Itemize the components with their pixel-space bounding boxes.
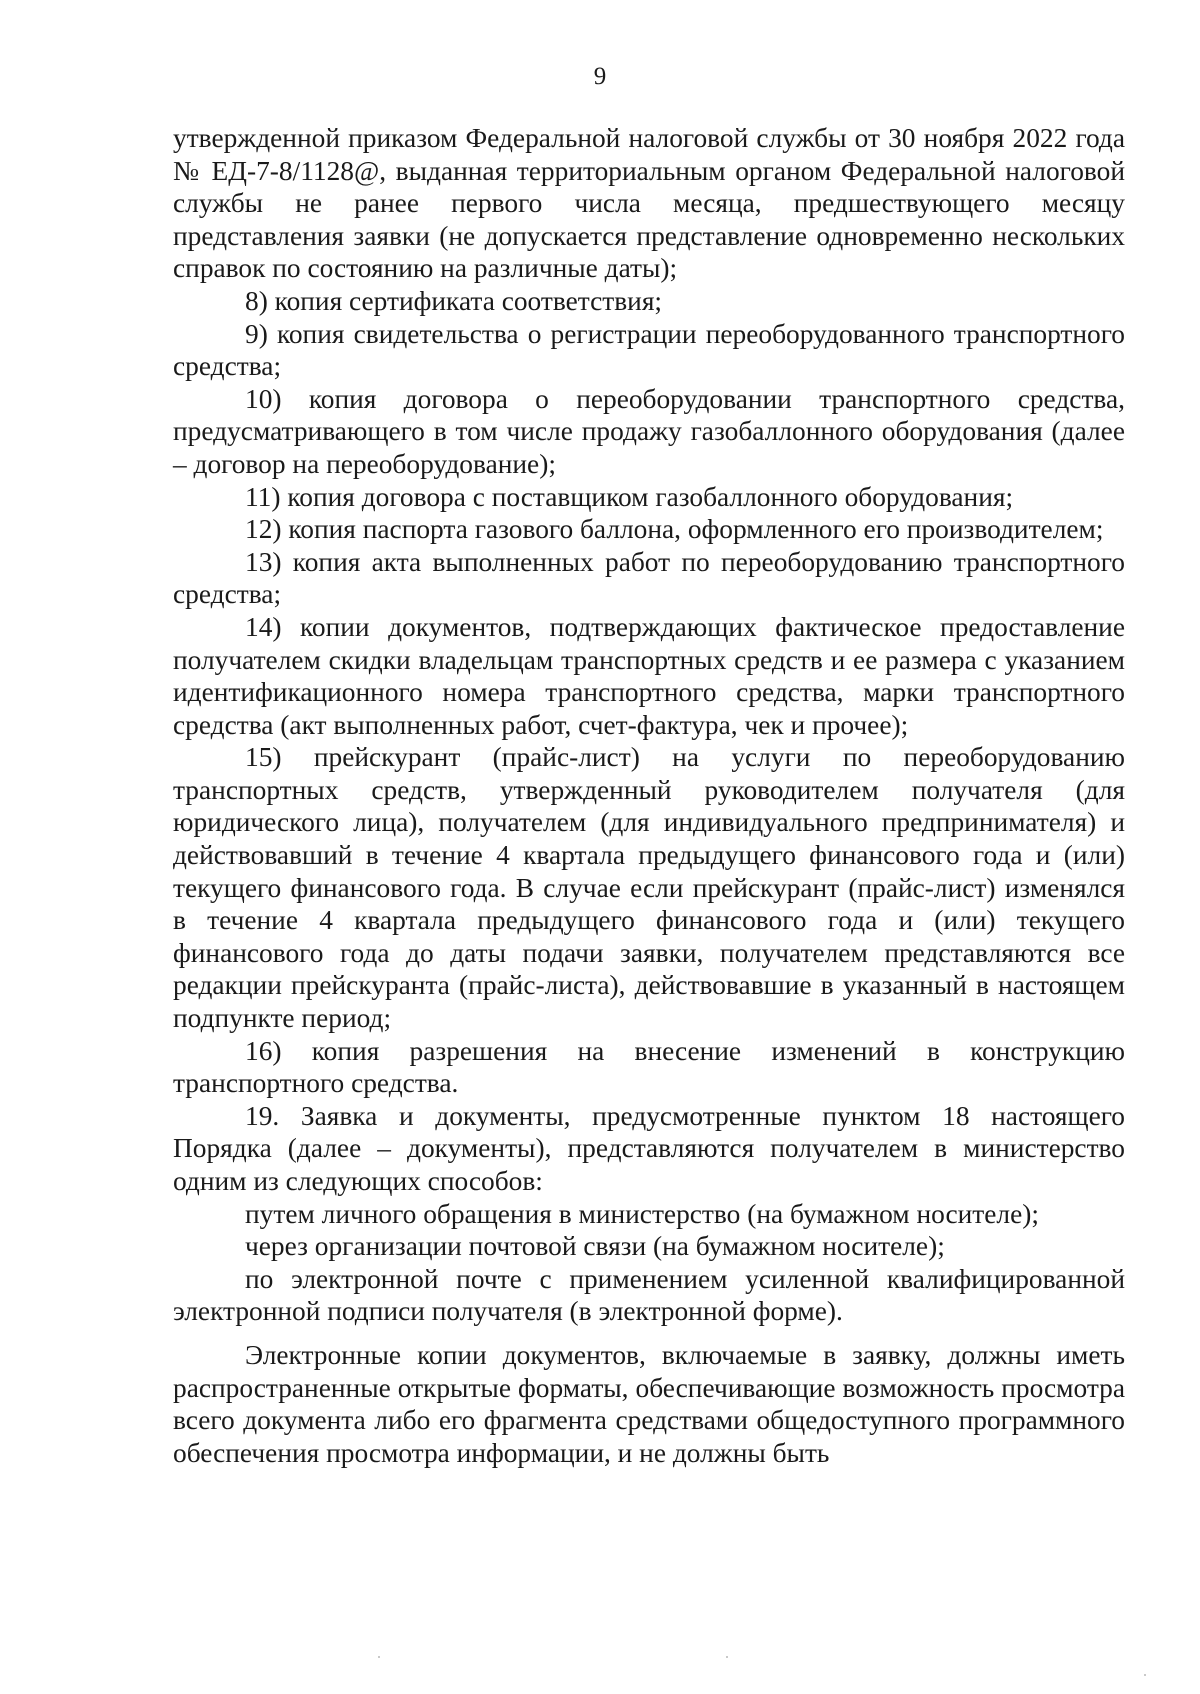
- list-item-10: 10) копия договора о переоборудовании транспортного средства, предусматривающего в том числе продажу газобаллонного оборудования (далее – договор на переоборудование);: [173, 383, 1125, 479]
- list-item-11: 11) копия договора с поставщиком газобаллонного оборудования;: [245, 481, 1014, 512]
- document-body: [173, 122, 1125, 1469]
- list-item-9: 9) копия свидетельства о регистрации переоборудованного транспортного средства;: [173, 318, 1125, 382]
- method-in-person: путем личного обращения в министерство (на бумажном носителе);: [245, 1198, 1039, 1229]
- list-item-12: 12) копия паспорта газового баллона, оформленного его производителем;: [245, 514, 1104, 545]
- electronic-copies-paragraph: Электронные копии документов, включаемые в заявку, должны иметь распространенные открытые форматы, обеспечивающие возможность просмотра всего документа либо его фрагмента средствами общедоступного программного обеспечения просмотра информации, и не должны быть: [173, 1339, 1125, 1468]
- list-item-13: 13) копия акта выполненных работ по переоборудованию транспортного средства;: [173, 546, 1125, 610]
- list-item-16: 16) копия разрешения на внесение изменений в конструкцию транспортного средства.: [173, 1035, 1125, 1099]
- list-item-14: 14) копии документов, подтверждающих фактическое предоставление получателем скидки владельцам транспортных средств и ее размера с указанием идентификационного номера транспортного средства, марки транспортного средства (акт выполненных работ, счет-фактура, чек и прочее);: [173, 611, 1125, 740]
- scan-speck: [1144, 1674, 1146, 1676]
- list-item-15: 15) прейскурант (прайс-лист) на услуги по переоборудованию транспортных средств, утвержденный руководителем получателя (для юридического лица), получателем (для индивидуального предпринимателя) и действовавший в течение 4 квартала предыдущего финансового года и (или) текущего финансового года. В случае если прейскурант (прайс-лист) изменялся в течение 4 квартала предыдущего финансового года и (или) текущего финансового года до даты подачи заявки, получателем представляются все редакции прейскуранта (прайс-листа), действовавшие в указанный в настоящем подпункте период;: [173, 742, 1125, 1034]
- paragraph-continuation: утвержденной приказом Федеральной налоговой службы от 30 ноября 2022 года № ЕД-7-8/1128@, выданная территориальным органом Федеральной налоговой службы не ранее первого числа месяца, предшествующего месяцу представления заявки (не допускается представление одновременно нескольких справок по состоянию на различные даты);: [173, 123, 1125, 284]
- list-item-8: 8) копия сертификата соответствия;: [245, 285, 663, 316]
- section-19-paragraph: 19. Заявка и документы, предусмотренные пунктом 18 настоящего Порядка (далее – документы), представляются получателем в министерство одним из следующих способов:: [173, 1100, 1125, 1196]
- scan-speck: [726, 1656, 728, 1658]
- page-number: 9: [593, 63, 607, 90]
- method-postal: через организации почтовой связи (на бумажном носителе);: [245, 1231, 945, 1262]
- scan-speck: [378, 1656, 380, 1658]
- method-email: по электронной почте с применением усиленной квалифицированной электронной подписи получателя (в электронной форме).: [173, 1263, 1125, 1327]
